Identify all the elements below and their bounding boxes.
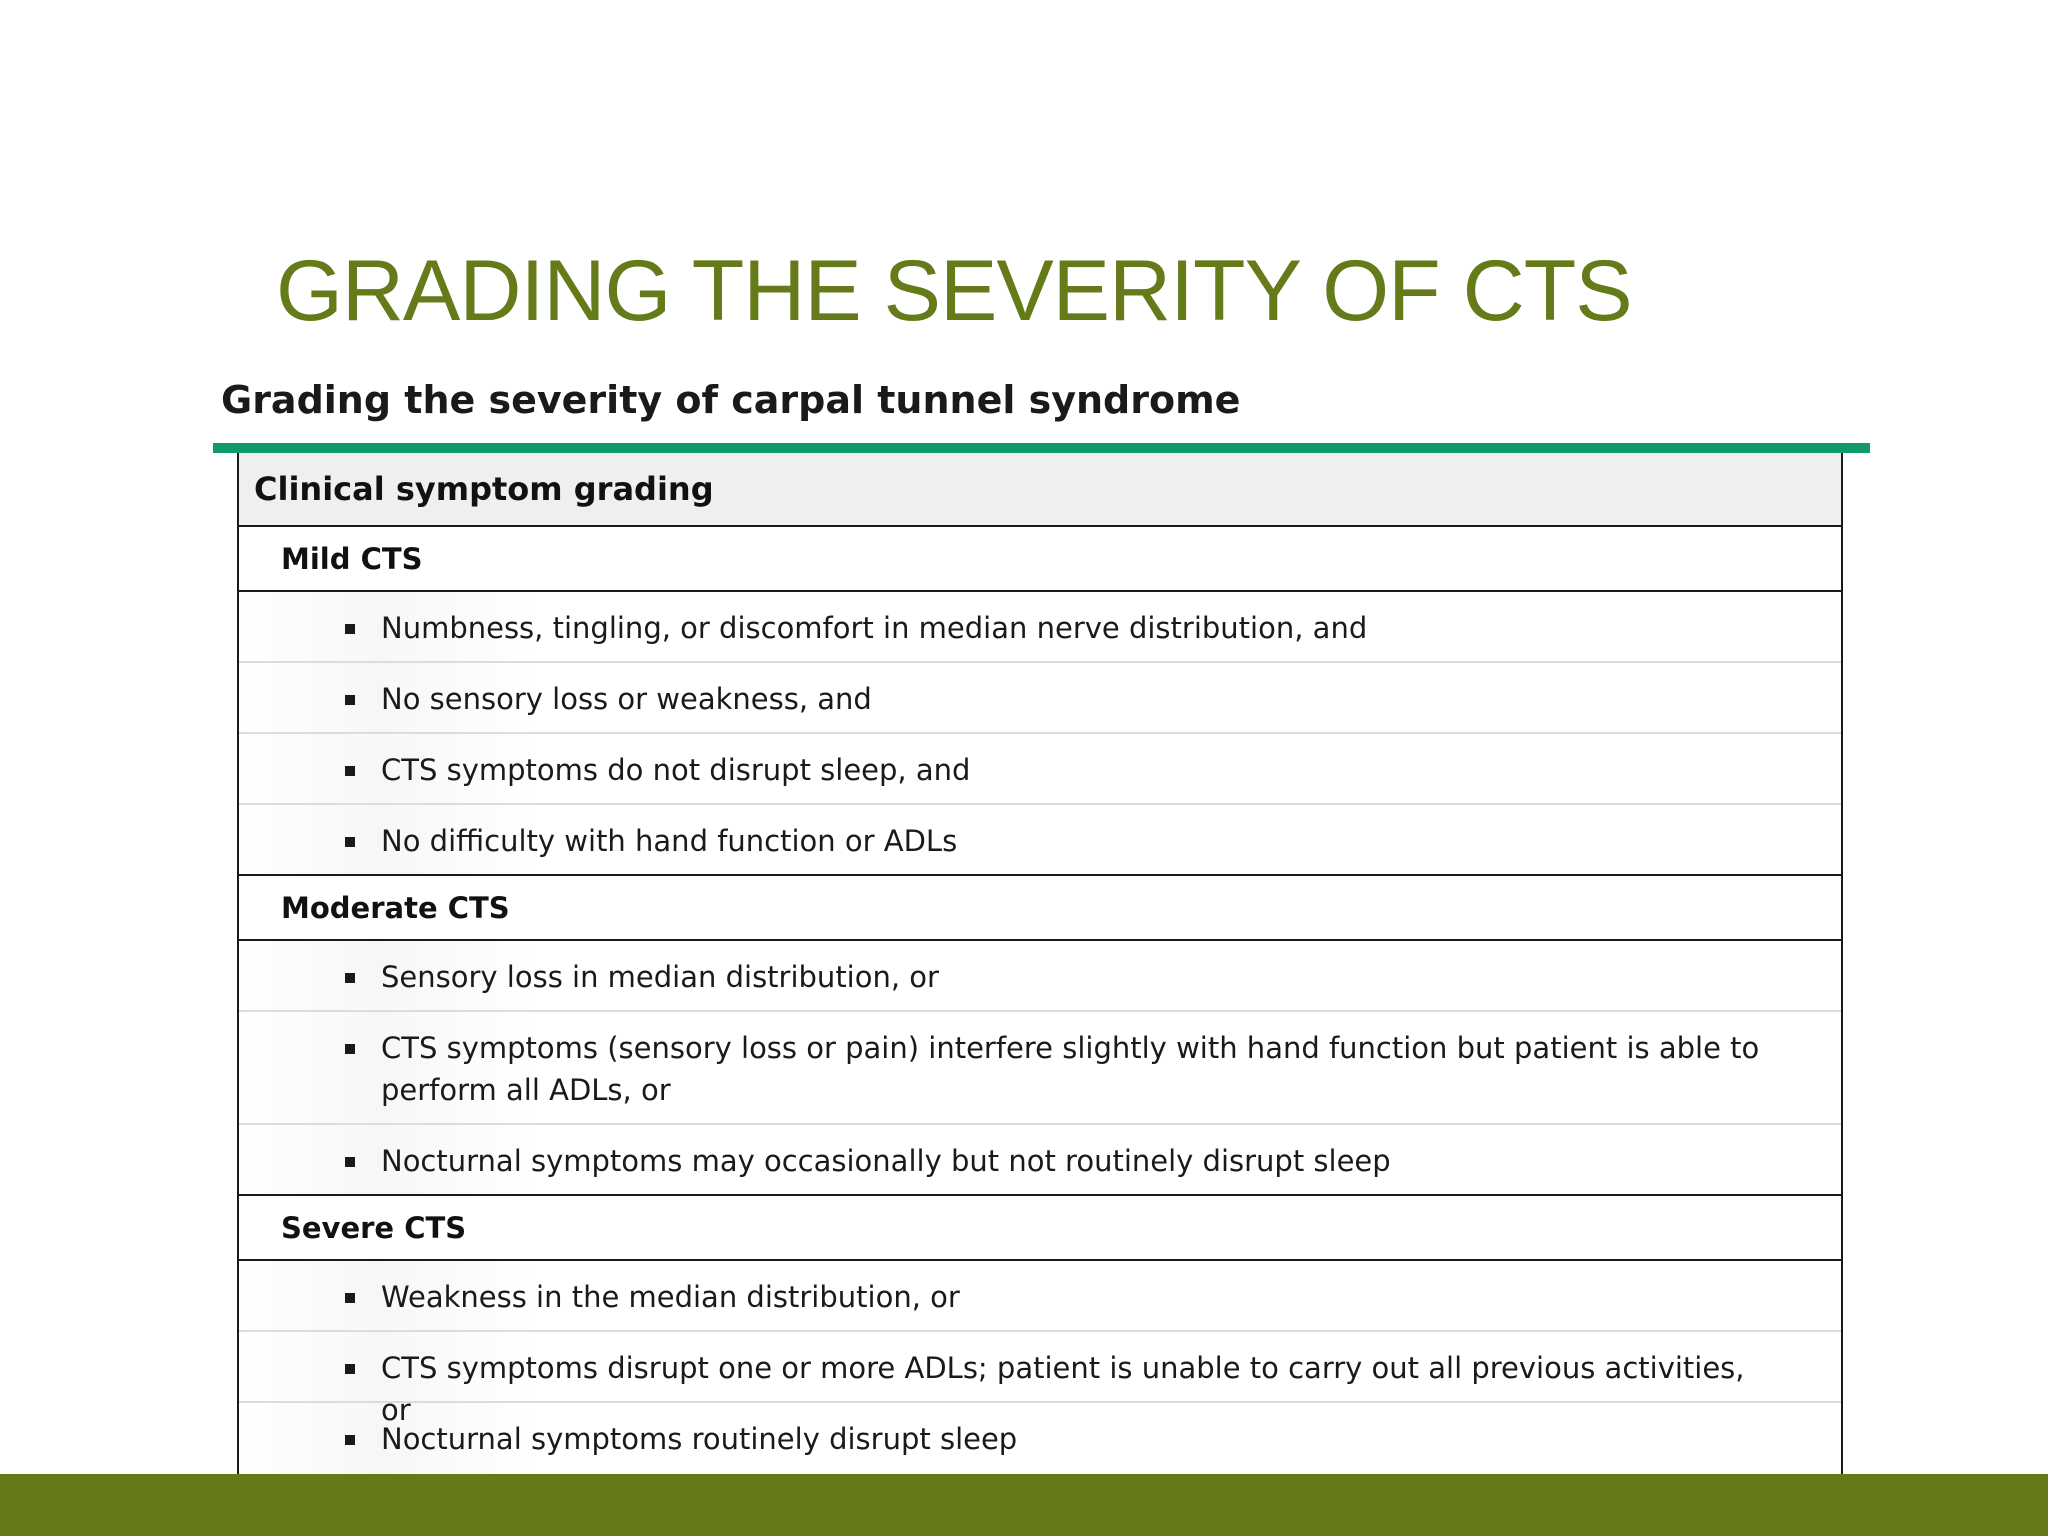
list-item-text: CTS symptoms disrupt one or more ADLs; patient is unable to carry out all previous activities, or bbox=[381, 1351, 1745, 1427]
bullet-icon bbox=[345, 1293, 355, 1303]
bullet-icon bbox=[345, 624, 355, 634]
bullet-icon bbox=[345, 1435, 355, 1445]
group-label-severe: Severe CTS bbox=[239, 1196, 1841, 1261]
group-label-moderate: Moderate CTS bbox=[239, 876, 1841, 941]
severity-figure bbox=[213, 370, 1870, 1456]
list-item-text: No difficulty with hand function or ADLs bbox=[381, 824, 958, 858]
list-item bbox=[239, 1332, 1841, 1427]
list-item bbox=[239, 734, 1841, 805]
bullet-icon bbox=[345, 1157, 355, 1167]
figure-caption: Grading the severity of carpal tunnel syndrome bbox=[221, 378, 1241, 422]
list-item bbox=[239, 663, 1841, 734]
table-header: Clinical symptom grading bbox=[239, 453, 1841, 527]
list-item-text: CTS symptoms do not disrupt sleep, and bbox=[381, 753, 971, 787]
list-item bbox=[239, 1261, 1841, 1332]
list-item bbox=[239, 805, 1841, 876]
list-item-text: Weakness in the median distribution, or bbox=[381, 1280, 960, 1314]
list-item-text: Nocturnal symptoms routinely disrupt sleep bbox=[381, 1422, 1018, 1456]
bullet-icon bbox=[345, 1364, 355, 1374]
list-item-text: Nocturnal symptoms may occasionally but not routinely disrupt sleep bbox=[381, 1144, 1391, 1178]
slide-title: GRADING THE SEVERITY OF CTS bbox=[276, 243, 1632, 339]
list-item bbox=[239, 592, 1841, 663]
footer-bar bbox=[0, 1474, 2048, 1536]
bullet-icon bbox=[345, 1044, 355, 1054]
list-item-text: No sensory loss or weakness, and bbox=[381, 682, 872, 716]
list-item bbox=[239, 941, 1841, 1012]
bullet-icon bbox=[345, 837, 355, 847]
group-label-mild: Mild CTS bbox=[239, 527, 1841, 592]
bullet-icon bbox=[345, 973, 355, 983]
grading-table bbox=[237, 453, 1843, 1474]
bullet-icon bbox=[345, 695, 355, 705]
list-item-text: Numbness, tingling, or discomfort in median nerve distribution, and bbox=[381, 611, 1368, 645]
list-item bbox=[239, 1012, 1841, 1125]
list-item-text: CTS symptoms (sensory loss or pain) interfere slightly with hand function but patient is able to perform all ADLs, or bbox=[381, 1031, 1760, 1107]
caption-divider bbox=[213, 443, 1870, 453]
list-item bbox=[239, 1125, 1841, 1196]
bullet-icon bbox=[345, 766, 355, 776]
list-item-text: Sensory loss in median distribution, or bbox=[381, 960, 939, 994]
